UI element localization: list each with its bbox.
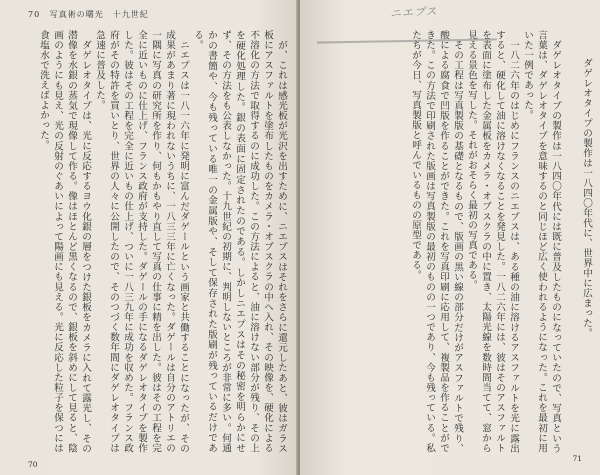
paragraph: ニエプスは一八一六年に発明に富んだダゲールという画家と共働することになったが、その成果があまり著に現われないうちに、一八三三年に亡くなった。ダゲールは自分のアトリエの一隅に写真の研究所を作り、何もかもやり直して写真の仕事に精を出した。彼はその工程を完全に近いものに仕上げ、フランス政府が支持した。ダゲールの手になるダゲレオタイプを製作した。彼はその工程を完全に近いもの仕上げ、ついに一八三九年に成功を収めた。フランス政府がその特許を買いとり、世界の人々に公開したので、そのつづく数年間にダゲレオタイプは急速に普及した。	[94, 30, 189, 453]
paragraph: その工程は写真製版の基礎となるもので、版画の黒い線の部分だけがアスファルトで残り、酸による腐食で凹版を作ることができた。これを写真印刷に応用して、複製品を作ることができた。この方法で印刷された版画は写真製版の最初のものの一つであり、今も残っている。私たちが今日、写真製版と呼んでいるものの原型である。	[410, 30, 463, 453]
running-head-title: 写真術の曙光 十九世紀	[49, 10, 149, 19]
left-page	[0, 0, 298, 475]
paragraph: が、これは感光板が光沢を出すために、ニエプスはそれをさらに還元したあと、彼はガラス板にアスファルトを塗布したものをカメラ・オブスクラの中へ入れ、その映像を、硬化による不溶化の方法で取得するのに成功した。この方法によると、油に溶けない部分が残り、その上を硬化処理した。銀の表面に固定されたのである。しかしニエプスはその秘密を明らかにせず、その方法をも公表しなかった。十九世紀の初期に、判明しないところが非常に多い。何通かの書簡や、今も残っている唯一の金属版や、そして保存された版刷が残っているだけである。	[192, 30, 287, 453]
paragraph: ダゲレオタイプの製作は一八四〇年代には既に普及したものになっていたので、写真という言葉は、ダゲレオタイプを意味するのと同じほど広く使われるようになった。これを最初に用いた一例であった。	[522, 30, 561, 453]
running-head-page-number: 70	[28, 10, 41, 19]
left-folio: 70	[28, 460, 38, 469]
paragraph: ダゲレオタイプは、光に反応するヨウ化銀の層をつけた銀板をカメラに入れて露光し、その潜像を水銀の蒸気で現像して作る。像はほとんど黒くなるので、銀板を斜めにして見ると、陰画のようにも見え、光の反射のぐあいによって陽画にも見える。光に反応した粒子を保つには食塩水で洗えばよかった。	[38, 30, 91, 453]
paragraph: 一八二六年のはじめにフランスのニエプスは、ある種の油に溶けるアスファルトを光に露出すると、硬化して油に溶けなくなることを発見した。一八二六年には、彼はそのアスファルトを表面に塗布した金属板をカメラ・オブスクラの中に置き、太陽光線を数時間当てて、窓から見える景色を写した。それがおそらく最初の写真である。	[466, 30, 519, 453]
right-text-column	[314, 30, 562, 453]
paragraph: ダゲレオタイプの製作は一八四〇年代に、世界中に広まった。	[581, 57, 592, 338]
right-edge-column	[565, 48, 593, 453]
right-folio: 71	[572, 454, 582, 463]
running-head	[28, 9, 155, 20]
left-text-column	[30, 30, 288, 453]
pencil-annotation: ニエプス	[389, 4, 438, 21]
